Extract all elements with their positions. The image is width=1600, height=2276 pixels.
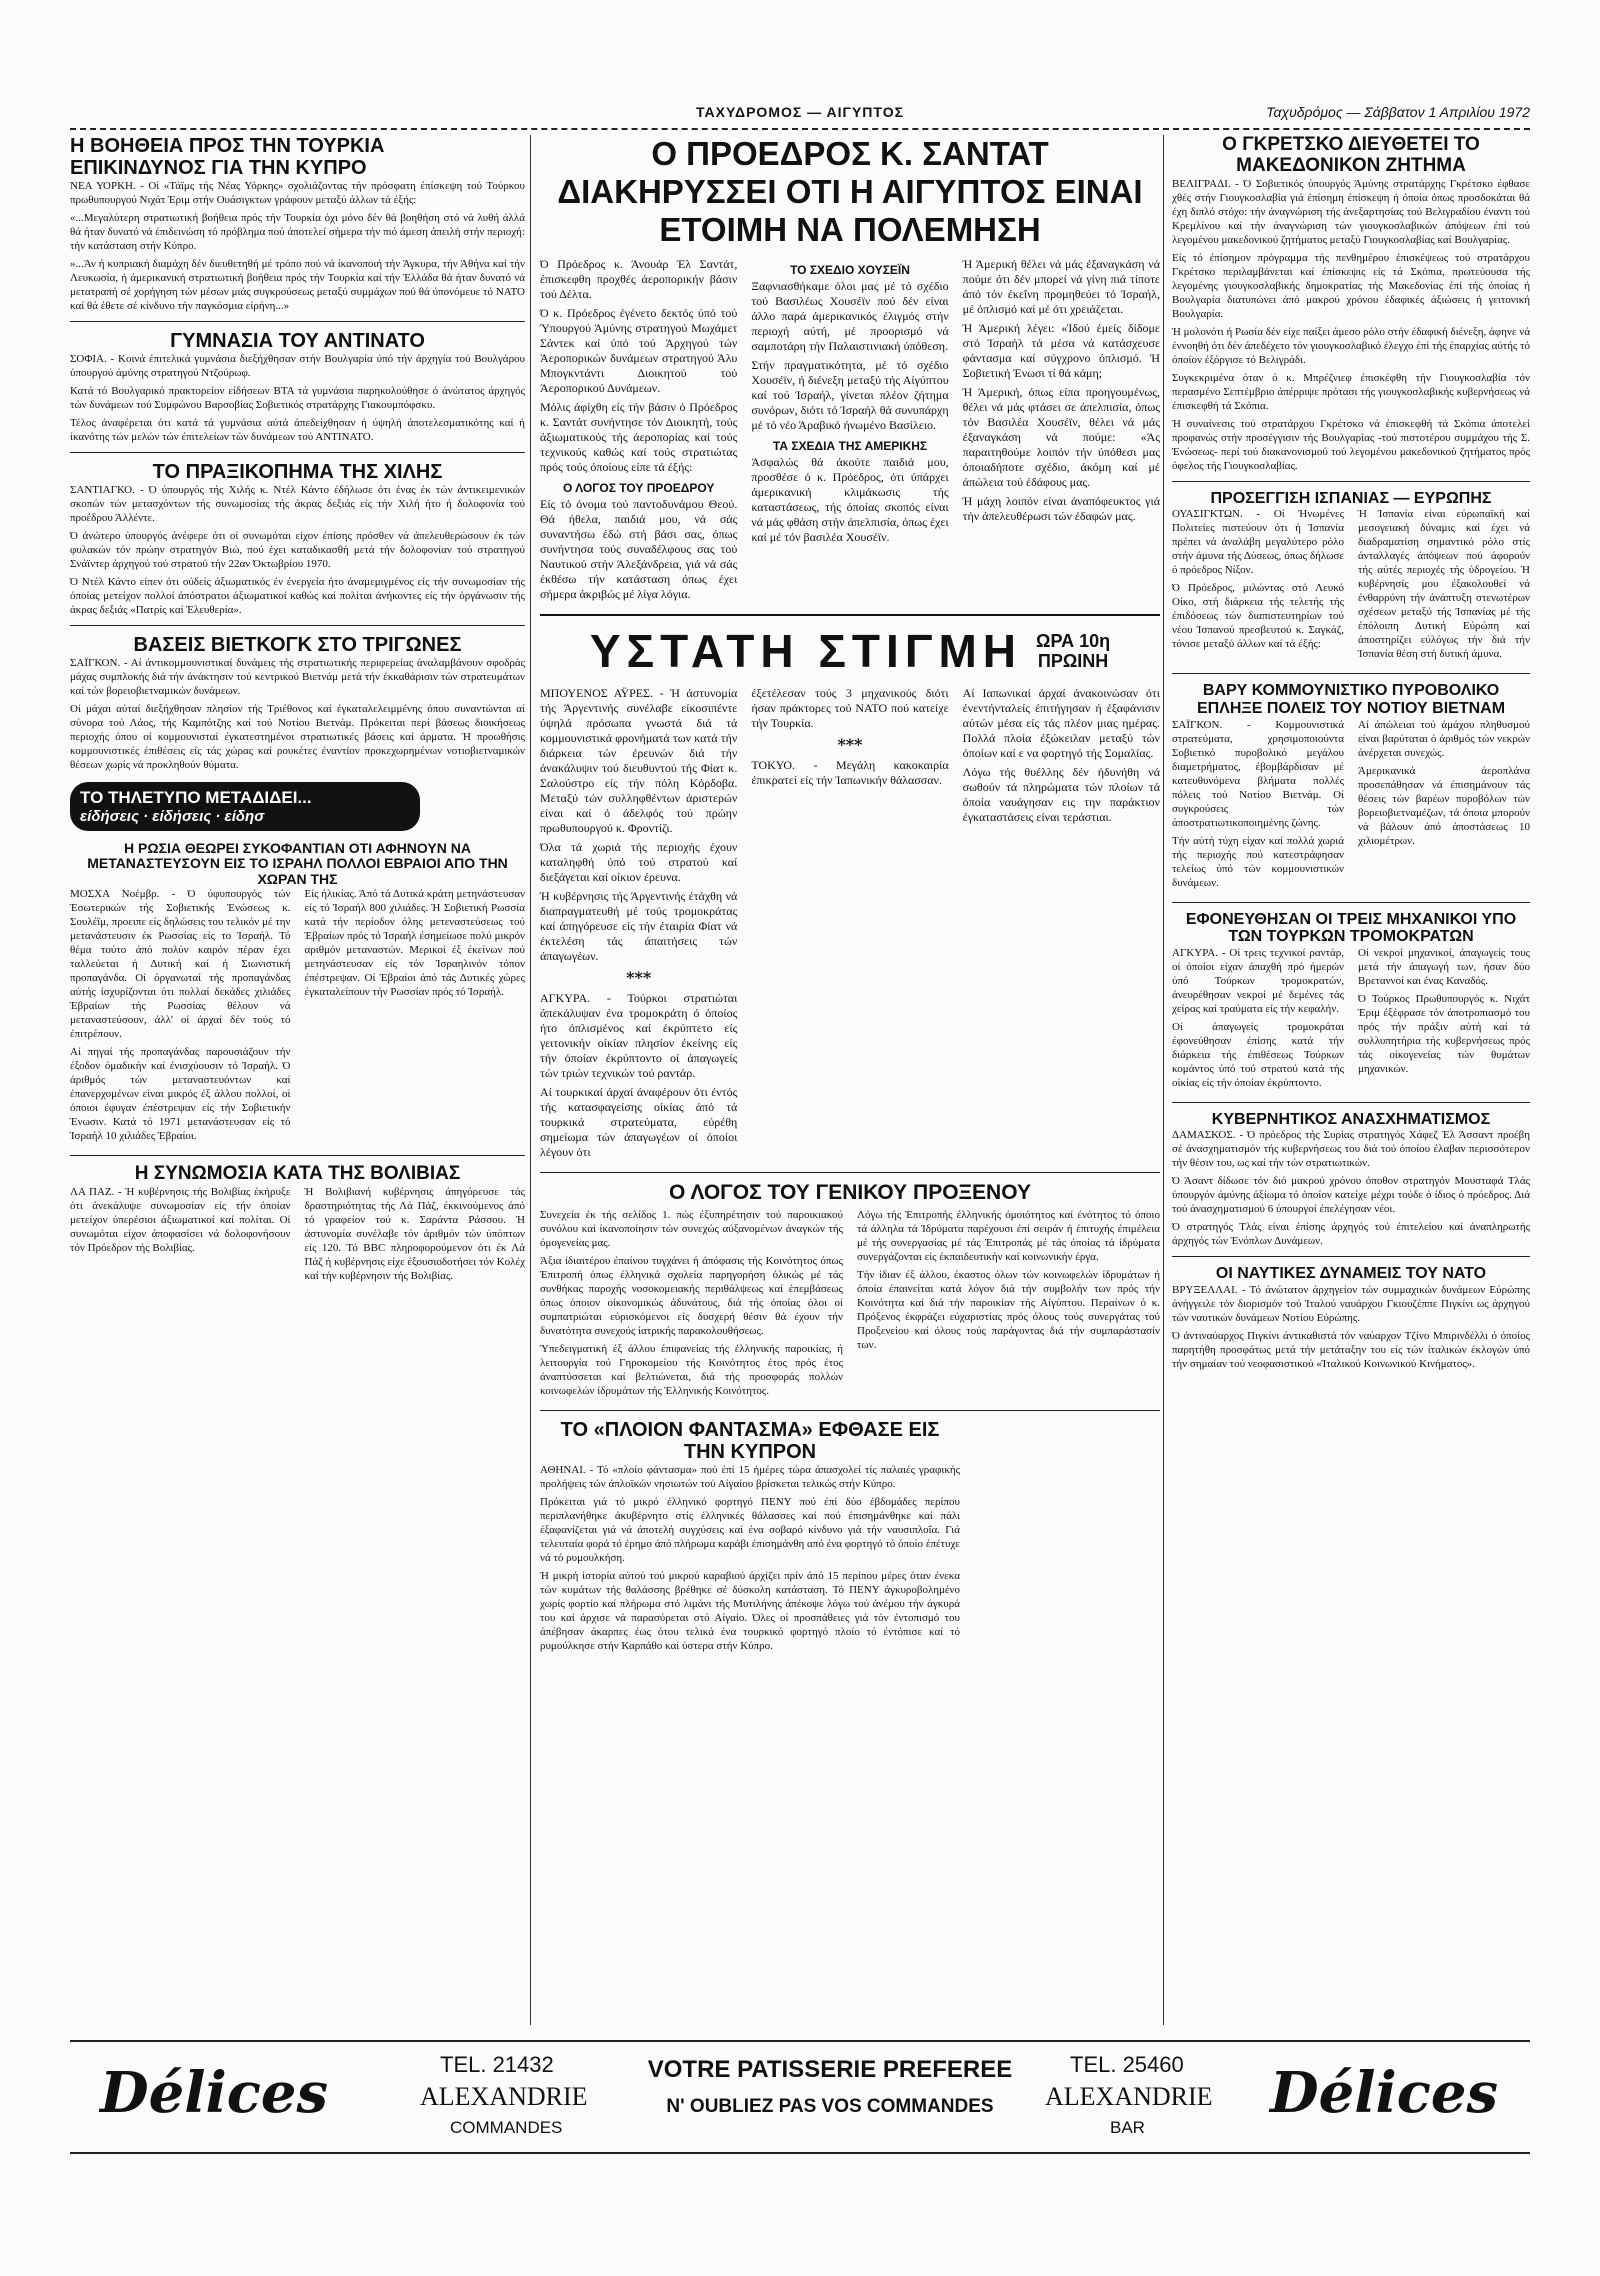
article-consul-speech	[540, 1181, 1160, 1402]
paragraph: Στήν πραγματικότητα, μέ τό σχέδιο Χουσέϊν, ή διένεξη μεταξύ τής Αίγύπτου καί τού Ίσραήλ, γίνεται πλέον ζήτημα συνόρων, διότι τό Ίσραήλ θά συνυπάρχη μέ τό νέο Άραβικό ήνωμένο Βασίλειο.	[751, 357, 949, 432]
column-left	[70, 135, 525, 1287]
separator-stars: ***	[837, 734, 863, 754]
column-right	[1172, 135, 1530, 1375]
late-news-time	[1036, 631, 1110, 671]
paragraph: Λόγω τής Έπιτροπής έλληνικής όμοιότητος καί ένότητος τό όποιο τά άλληλα τά Ίδρύματα παρέχουσι έπί σειράν ή έπιτυχής έπιμέλεια μέ τής συνεργασίας μέ τάς Έπιτροπάς μέ τάς όποίας τά ίδρύματα συνεργάζονται είς έκπαιδευτικήν καί κοινωνικήν έργα.	[857, 1208, 1160, 1263]
paragraph: ΜΟΣΧΑ Νοέμβρ. - Ό ύφυπουργός τών Έσωτερικών τής Σοβιετικής Ένώσεως κ. Σουλέϊμ, προειπε είς δηλώσεις του τελικόν μέ την μετανάστευσιν έκ Ρωσσίας είς το Ίσραήλ. Τό θέμα τούτο άπό πολύν καιρόν πέραν έχει ταλλεύεται ή Δυτική καί ή Σιωνιστική προπαγάνδα. Οί όργανωταί τής προπαγάνδας αύτής ίσχυρίζονται ότι πολλαί δεκάδες χιλιάδες Έβραίων τής Ρωσσίας θέλουν νά μεταναστεύσουν, άλλ' οί άρχαί δέν τούς τό έπιτρέπουν.	[70, 888, 291, 1041]
paragraph: Ό κ. Πρόεδρος έγένετο δεκτός ύπό τού Ύπουργού Άμύνης στρατηγού Μωχάμετ Σάντεκ καί ύπό τού Άρχηγού τών Άεροπορικών δυνάμεων στρατηγού Άλυ Μπογκντάντι Διοικητού τού Άεροπορικού Δυνάμεων.	[540, 305, 738, 395]
paragraph: ΣΑΪΓΚΟΝ. - Αί άντικομμουνιστικαί δυνάμεις τής στρατιωτικής περιφερείας άναλαμβάνουν σφοδράς μάχας συμπλοκής διά τήν άνάκτησιν τού κεντρικού Βιετνάμ μετά τήν έκκαθάρισιν τών στρατευμάτων καί τών βορειοβιετναμικών δυνάμεων.	[70, 657, 525, 697]
paragraph: Μόλις άφίχθη είς τήν βάσιν ό Πρόεδρος κ. Σαντάτ συνήντησε τόν Διοικητή, τούς άξιωματικούς τής άεροπορίας καί τούς τεχνικούς καθώς καί τούς στρατιώτας πρός τούς όποίους είπε τά έξής:	[540, 399, 738, 474]
divider	[70, 625, 525, 626]
lead-headline: Ο ΠΡΟΕΔΡΟΣ Κ. ΣΑΝΤΑΤ ΔΙΑΚΗΡΥΣΣΕΙ ΟΤΙ Η ΑΙΓΥΠΤΟΣ ΕΙΝΑΙ ΕΤΟΙΜΗ ΝΑ ΠΟΛΕΜΗΣΗ	[557, 135, 1143, 248]
article-late-news	[540, 686, 1160, 1164]
paragraph: ΜΠΟΥΕΝΟΣ ΑΫΡΕΣ. - Ή άστυνομία τής Άργεντινής συνέλαβε είκοσιπέντε ύψηλά πρόσωπα γνωστά διά τά κομμουνιστικά φρονήματά των κατά τήν διάρκεια τών έρευνών διά τήν άνακάλυψιν τού διευθυντού τής Φίατ κ. Σαλούστρο είς τήν πόλη Κόρδοβα. Μεταξύ τών συλληφθέντων άριστερών είναι καί ό άδελφός τού πρώην πρωθυπουργού κ. Φροντίζι.	[540, 685, 738, 835]
paragraph: Οί άπαγωγείς τρομοκράται έφονεύθησαν έπίσης κατά τήν διάρκεια τής έπιθέσεως Τούρκων κομάντος ύπό τού στρατού κατά τής οίκίας είς τήν όποίαν έκρύπτοντο.	[1172, 1020, 1344, 1089]
article-sadat-ready	[540, 135, 1160, 606]
paragraph: ΝΕΑ ΥΟΡΚΗ. - Οί «Τάϊμς τής Νέας Υόρκης» σχολιάζοντας τήν πρόσφατη έπίσκεψη τού Τούρκου πρωθυπουργού Νιχάτ Έριμ στήν Ουάσιγκτων γράφουν μεταξύ άλλων τά έξής:	[70, 180, 525, 206]
teletype-title: ΤΟ ΤΗΛΕΤΥΠΟ ΜΕΤΑΔΙΔΕΙ...	[80, 788, 312, 807]
paragraph: Ή Άμερική λέγει: «Ίδού έμείς δίδομε στό Ίσραήλ τά μέσα νά κατάσχευσε φάντασμα καί σύγχρονο όπλισμό. Ή Σοβιετική Ένωσι τί θά κάμη;	[962, 320, 1160, 380]
paragraph: Ύπεδειγματική έξ άλλου έπιφανείας τής έλληνικής παροικίας, ή λειτουργία τού Γηροκομείου τής Κοινότητος έτος πρός έτος άναπτύσσεται καί βελτιώνεται, διά τής προσφοράς πολλών κοινωφελών ίδρυμάτων τής Έλληνικής Κοινότητος.	[540, 1342, 843, 1397]
late-news-period: ΠΡΩΙΝΗ	[1037, 650, 1109, 671]
paragraph: Ή μολονότι ή Ρωσία δέν είχε παίξει άμεσο ρόλο στήν έδαφική διένεξη, άφηνε νά έννοηθή ότι δέν άπεδέχετο τόν γιουγκοσλαβικό έλεγχο έπί τής έπαρχίας αύτής τό όποίον έξόργισε τό Βελιγράδι.	[1172, 325, 1530, 366]
paragraph: «...Μεγαλύτερη στρατιωτική βοήθεια πρός τήν Τουρκία όχι μόνο δέν θά βοηθήση στό νά λυθή άλλά θά ήταν δυνατό νά έπιδεινώση τό πρόβλημα πού άποτελεί σήμερα τήν πιό άμεση άπειλή στήν περιοχή: τήν κατάσταση στήν Κύπρο.	[70, 212, 525, 252]
paragraph: ΑΓΚΥΡΑ. - Οί τρεις τεχνικοί ραντάρ, οί όποίοι είχαν άπαχθή πρό ήμερών ύπό Τούρκων τρομοκρατών, άνευρέθησαν νεκροί μέ δεμένες τάς χείρας καί τραύματα είς τήν κεφαλήν.	[1172, 946, 1344, 1015]
paragraph: Τήν αύτή τύχη είχαν καί πολλά χωριά τής περιοχής πού κατεστράφησαν τελείως ύπό τών κομμουνιστικών δυνάμεων.	[1172, 834, 1344, 889]
divider	[1172, 1102, 1530, 1103]
teletype-banner	[70, 782, 420, 831]
paragraph: Συγκεκριμένα όταν ό κ. Μπρέζνιεφ έπισκέφθη τήν Γιουγκοσλαβία τόν περασμένο Σεπτέμβριο άπέρριψε πρότασι τής γιουγκοσλαβικής κυβερνήσεως νά έπισκεφθή τά Σκόπια.	[1172, 371, 1530, 412]
paragraph: Είς ήλικίας. Άπό τά Δυτικά κράτη μετηνάστευσαν είς τό Ίσραήλ 800 χιλιάδες. Ή Σοβιετική Ρωσσία κατά τήν περίοδον όλης μετεναστεύσεως τού Έβραίων πρός τό Ίσραήλ έσημείωσε πολύ μικρόν αριθμόν μεταναστών. Μερικοί έξ έκείνων πού μετηνάστευσαν είς τόν Ίσραηλινόν τόπον έπέστρεψαν. Οί Έβραίοι άπό τάς Δυτικές χώρες έγκαταλείπουν τήν Ρωσσίαν πρός τό Ίσραήλ.	[304, 888, 525, 999]
column-center	[540, 135, 1160, 1657]
page-header	[70, 100, 1530, 130]
phone-right: TEL. 25460	[1070, 2052, 1184, 2077]
paragraph: Ή μάχη λοιπόν είναι άναπόφευκτος γιά τήν άπελευθέρωσι τών έδαφών μας.	[962, 493, 1160, 523]
late-news-hour: ΩΡΑ 10η	[1036, 630, 1111, 651]
orders-label: COMMANDES	[450, 2118, 563, 2137]
article-bolivia-conspiracy	[70, 1164, 525, 1287]
paragraph: Ξαφνιασθήκαμε όλοι μας μέ τό σχέδιο τού Βασιλέως Χουσέϊν πού δέν είναι άλλο παρά άμερικανικός έλιγμός στήν περιοχή αύτή, μέ προορισμό νά σαμποτάρη τήν Παλαιστινιακή ύπόθεση.	[751, 278, 949, 353]
paragraph: Ή συναίνεσις τού στρατάρχου Γκρέτσκο νά έπισκεφθή τά Σκόπια άποτελεί προφανώς στήν προσέγγισιν τής Βουλγαρίας -τού πιστοτέρου συμμάχου τής Σ. Ένώσεως- περί τού διακανονισμού τού λεγομένου μακεδονικού ζητήματος πρός όφελος τής Γιουγκοσλαβίας.	[1172, 417, 1530, 472]
paragraph: Αί Ιαπωνικαί άρχαί άνακοινώσαν ότι ένεντήνταλείς έπιτήγησαν ή έξαφάνισιν αύτών μέσα είς τάς πλέον μιας ημέρας. Πολλά πλοία έξώκειλαν μεταξύ τών όποίων καί ε να φορτηγό τής Σομαλίας.	[962, 685, 1160, 760]
paragraph: Κατά τό Βουλγαρικό πρακτορείον είδήσεων ΒΤΑ τά γυμνάσια παρηκολούθησε ό άνώτατος άρχηγός τών δυνάμεων τού Συμφώνου Βαρσοβίας Σοβιετικός στρατάρχης Γιακουμπόφσκυ.	[70, 385, 525, 411]
paragraph: Ή Ίσπανία είναι εύρωπαϊκή καί μεσογειακή δύναμις καί έχει νά διαδραματίση σημαντικό ρόλο στίς άνταλλαγές άπόψεων πού άφορούν τής αύτές περιοχές τής ύδρογείου. Ή κυβέρνησίς μου έξακολουθεί νά ένθαρρύνη τήν άνάπτυξη στενωτέρων σχέσεων μεταξύ τής Ίσπανίας μέ τής έπόλοιπη Δυτική Εύρώπη καί άποστηρίζει εύλόγως τήν διά τήν Ίσπανία θέση στή δυτική άμυνα.	[1358, 508, 1530, 661]
divider	[70, 452, 525, 453]
divider	[1172, 673, 1530, 674]
city-right: ALEXANDRIE	[1045, 2082, 1213, 2111]
paragraph: Ή μικρή ίστορία αύτού τού μικρού καραβιού άρχίζει πρίν άπό 15 περίπου μέρες όταν ένεκα τών κυμάτων τής θαλάσσης βρέθηκε σέ δύσκολη κατάσταση. Τό ΠΕΝΥ άγκυροβολημένο χωρίς φορτίο καί πλήρωμα στό λιμάνι τής Μυτιλήνης άπέκοψε λόγω τού άνέμου τήν άγκυρά του καί άρχισε νά παρασύρεται στό Αίγαίο. Όλες οί προσπάθειες γιά τόν έντοπισμό του άπέβησαν άκαρπες έως ότου τελικά ένα τουρκικό φορτηγό πλοίο τό έντόπισε καί τό ρυμούλκησε στήν Καρπάθο καί ύστερα στήν Κύπρο.	[540, 1569, 960, 1652]
paragraph: Συνεχεία έκ τής σελίδος 1. πώς έξυπηρέτησιν τού παροικιακού συνόλου καί ίκανοποίησιν τών συνεχώς αύξανομένων άναγκών τής όμογενείας μας.	[540, 1208, 843, 1249]
paragraph: ΤΟΚΥΟ. - Μεγάλη κακοκαιρία έπικρατεί είς τήν Ίαπωνικήν θάλασσαν.	[751, 757, 949, 787]
headline: ΚΥΒΕΡΝΗΤΙΚΟΣ ΑΝΑΣΧΗΜΑΤΙΣΜΟΣ	[1211, 1110, 1491, 1128]
headline: ΠΡΟΣΕΓΓΙΣΗ ΙΣΠΑΝΙΑΣ — ΕΥΡΩΠΗΣ	[1210, 489, 1492, 507]
late-news-title: ΥΣΤΑΤΗ ΣΤΙΓΜΗ	[589, 624, 1023, 677]
paragraph: Άξια ίδιαιτέρου έπαίνου τυγχάνει ή άπόφασις τής Κοινότητος όπως Έπιτροπή όπως έλληνικά σχολεία παρηγορήση όλικώς μέ τάς συνθήκας παροχής νοσοκομειακής περιθάλψεως καί έπεμβάσεως όπως όποιον οίκονομικώς άδυνάτους, διά τής όποίας όλοι οί συμπατριώται εύρισκόμενοι είς δυσχερή θέσιν θά έχουν τήν δυνατότητα συνεχούς ίατρικής παρακολουθήσεως.	[540, 1254, 843, 1337]
column-rule	[1163, 135, 1164, 2025]
bar-label: BAR	[1110, 2118, 1145, 2137]
paragraph: ΑΓΚΥΡΑ. - Τούρκοι στρατιώται άπεκάλυψαν ένα τρομοκράτη ό όποίος ήτο όπλισμένος καί έκρύπτετο είς γειτονικήν οίκίαν πλησίον έκείνης είς τήν όποίαν έκρύπτοντο οί άπαγωγείς τών τριών τεχνικών τού ραντάρ.	[540, 990, 738, 1080]
article-syria-reshuffle	[1172, 1111, 1530, 1249]
paragraph: Ή κυβέρνησις τής Άργεντινής έτάχθη νά διαπραγματευθή μέ τούς τρομοκράτας καί άπηγόρευσε είς τήν έταιρία Φίατ νά έκτελέση τάς άπαιτήσεις τών άπαγωγέων.	[540, 888, 738, 963]
delices-logo-right: Délices	[1270, 2060, 1498, 2126]
article-vietnam-artillery	[1172, 682, 1530, 893]
paragraph: Ή Βολιβιανή κυβέρνησις άπηγόρευσε τάς δραστηριότητας τής Λά Πάζ, έκκινούμενος άπό τό γραφείον τού κ. Σαράντα Ράσσου. Ή άστυνομία συνέλαβε τόν άριθμόν τών ύπόπτων είς 120. Τό BBC πληροφορούμενον ότι έκ Λά Πάζ ή κυβέρνησις είχε έξουσιοδοτήσει τόν Κολέχ καί τήν κυβέρνησιν τής Βολιβίας.	[304, 1186, 525, 1283]
paragraph: ΒΡΥΞΕΛΛΑΙ. - Τό άνώτατον άρχηγείον τών συμμαχικών δυνάμεων Εύρώπης άνήγγειλε τόν διορισμόν τού Ίταλού ναυάρχου Γκιουζέππε Πιγκίνι ως άρχηγού τών ναυτικών δυνάμεων Νοτίου Εύρώπης.	[1172, 1283, 1530, 1324]
paragraph: Αί τουρκικαί άρχαί άναφέρουν ότι έντός τής κατασφαγείσης οίκίας άπό τά τουρκικά στρατεύματα, εύρέθη σημείωμα τών άπαγωγέων οί όποίοι λέγουν ότι	[540, 1084, 738, 1159]
ad-slogan: VOTRE PATISSERIE PREFEREE	[647, 2056, 1013, 2083]
headline: Ο ΛΟΓΟΣ ΤΟΥ ΓΕΝΙΚΟΥ ΠΡΟΞΕΝΟΥ	[669, 1180, 1031, 1204]
headline: ΤΟ «ΠΛΟΙΟΝ ΦΑΝΤΑΣΜΑ» ΕΦΘΑΣΕ ΕΙΣ ΤΗΝ ΚΥΠΡΟΝ	[560, 1418, 940, 1463]
headline: Η ΣΥΝΩΜΟΣΙΑ ΚΑΤΑ ΤΗΣ ΒΟΛΙΒΙΑΣ	[134, 1163, 461, 1185]
paragraph: Τέλος άναφέρεται ότι κατά τά γυμνάσια αύτά άπεδείχθησαν ή ύψηλή άποτελεσματικότης καί ή ίκανότης τών μελών τών έπιτελείων τών δυνάμεων τού ΑΝΤΙΝΑΤΟ.	[70, 417, 525, 443]
divider	[540, 1172, 1160, 1173]
teletype-subtitle: είδήσεις · είδήσεις · είδησ	[80, 808, 265, 825]
article-ghost-ship	[540, 1419, 960, 1653]
divider	[1172, 902, 1530, 903]
paragraph: Ό άντιναύαρχος Πιγκίνι άντικαθιστά τόν ναύαρχον Τζίνο Μπιρινδέλλι ό όποίος παρητήθη προσφάτως μετά τήν μετάταξην του είς τών ίταλικών έκλογών ύπό τήν σημαίαν τού νεοφασιστικού «Ίταλικού Κοινωνικού Κινήματος».	[1172, 1329, 1530, 1370]
headline: ΟΙ ΝΑΥΤΙΚΕΣ ΔΥΝΑΜΕΙΣ ΤΟΥ ΝΑΤΟ	[1215, 1265, 1487, 1283]
paragraph: Τήν ίδιαν έξ άλλου, έκαστος όλων τών κοινωφελών ίδρυμάτων ή όποία έπαινείται κατά λόγον διά τήν συμβολήν των πρός τήν Κοινότητα καί διά τήν παροικίαν τής Αίγύπτου. Περαίνων ό κ. Πρόξενος έκφράζει εύχαριστίας πρός όλους τούς συνεργάτας τού Προξενείου καί όλους τούς παράγοντας διά τήν συμπαράστασίν των.	[857, 1268, 1160, 1351]
paragraph: Ό Πρόεδρος κ. Άνουάρ Έλ Σαντάτ, έπισκεφθη προχθές άεροπορικήν βάσιν τού Δέλτα.	[540, 256, 738, 301]
separator-stars: ***	[626, 967, 652, 987]
divider	[70, 1155, 525, 1156]
headline: Η ΒΟΗΘΕΙΑ ΠΡΟΣ ΤΗΝ ΤΟΥΡΚΙΑ ΕΠΙΚΙΝΔΥΝΟΣ ΓΙΑ ΤΗΝ ΚΥΠΡΟ	[70, 135, 385, 179]
paragraph: Όλα τά χωριά τής περιοχής έχουν καταληφθή ύπό τού στρατού καί διεξάγεται καί οίκιον έρευνα.	[540, 839, 738, 884]
article-spain-europe	[1172, 490, 1530, 666]
paragraph: Ή Άμερική θέλει νά μάς έξαναγκάση νά πούμε ότι δέν μπορεί νά γίνη πιά τίποτε άπό τόν έκεΐνη προμηθεύει τό Ίσραήλ, μέ όπλισμό καί μέ ότι χρειάζεται.	[962, 256, 1160, 316]
late-news-banner	[540, 624, 1160, 678]
column-rule	[530, 135, 531, 2025]
paragraph: Ή Άμερική, όπως είπα προηγουμένως, θέλει νά μάς φτάσει σε άπελπισία, όπως τόν Βασιλέα Χουσέϊν, θέλει νά μάς έξαναγκάση νά πούμε: «Άς παραιτηθούμε λοιπόν τήν ύπόθεσι μας όποιαδήποτε σχέδιο, άκόμη καί μέ άπώλεια τού έδάφους μας.	[962, 384, 1160, 489]
headline: ΓΥΜΝΑΣΙΑ ΤΟΥ ΑΝΤΙΝΑΤΟ	[170, 330, 425, 352]
subheading: Ο ΛΟΓΟΣ ΤΟΥ ΠΡΟΕΔΡΟΥ	[562, 480, 715, 495]
masthead-running-title: ΤΑΧΥΔΡΟΜΟΣ — ΑΙΓΥΠΤΟΣ	[696, 104, 904, 120]
subheading: ΤΑ ΣΧΕΔΙΑ ΤΗΣ ΑΜΕΡΙΚΗΣ	[772, 438, 928, 453]
issue-date: Ταχυδρόμος — Σάββατον 1 Απριλίου 1972	[1266, 104, 1530, 120]
article-engineers-killed	[1172, 911, 1530, 1094]
article-antinato-exercises	[70, 330, 525, 444]
headline: Ο ΓΚΡΕΤΣΚΟ ΔΙΕΥΘΕΤΕΙ ΤΟ ΜΑΚΕΔΟΝΙΚΟΝ ΖΗΤΗΜΑ	[1222, 134, 1480, 176]
divider	[1172, 481, 1530, 482]
paragraph: Ό Ντέλ Κάντο είπεν ότι ούδείς άξιωματικός έν ένεργεία ήτο άναμεμιγμένος είς τήν συνωμοσίαν τής όποίας μετείχον πολλοί άπόστρατοι άξιωματικοί καθώς καί πολίται άνήκοντες είς τήν όργάνωσιν τής άκρας δεξιάς «Πατρίς καί Έλευθερία».	[70, 576, 525, 616]
divider	[70, 321, 525, 322]
paragraph: Ό άνώτερο ύπουργός άνέφερε ότι οί συνωμόται είχον έπίσης πρόσθεν νά άπελευθερώσουν έκ τών φυλακών τόν πρώην στρατηγόν Βιώ, πού έχει καταδικασθή μετά τήν δολοφονίαν τού στρατηγού Σνάϊντερ άρχηγού τού στρατού τήν 22αν Όκτωβρίου 1970.	[70, 530, 525, 570]
delices-logo-left: Délices	[100, 2060, 328, 2126]
subheading: ΤΟ ΣΧΕΔΙΟ ΧΟΥΣΕΪΝ	[790, 262, 910, 277]
city-left: ALEXANDRIE	[420, 2082, 588, 2111]
headline: ΒΑΡΥ ΚΟΜΜΟΥΝΙΣΤΙΚΟ ΠΥΡΟΒΟΛΙΚΟ ΕΠΛΗΞΕ ΠΟΛΕΙΣ ΤΟΥ ΝΟΤΙΟΥ ΒΙΕΤΝΑΜ	[1196, 682, 1506, 717]
article-vietcong-bases	[70, 634, 525, 772]
paragraph: ΛΑ ΠΑΖ. - Ή κυβέρνησις τής Βολιβίας έκήρυξε ότι άνεκάλυψε συνωμοσίαν είς τήν όποίαν μετείχον ύπερέσιοι άξιωματικοί καί πολίται. Οί συνωμόται είχον άποφασίσει νά δολοφονήσουν τόν Πρόεδρον τής Βολιβίας.	[70, 1186, 291, 1255]
article-turkey-aid	[70, 135, 525, 313]
paragraph: Αί άπώλειαι τού άμάχου πληθυσμού είναι βαρύταται ό άριθμός τών νεκρών άνέρχεται συνεχώς.	[1358, 718, 1530, 759]
paragraph: ΣΑΪΓΚΟΝ. - Κομμουνιστικά στρατεύματα, χρησιμοποιούντα Σοβιετικό πυροβολικό μεγάλου διαμετρήματος, έβομβάρδισαν μέ κατευθυνόμενα βλήματα πολλές πόλεις τού Νοτίου Βιετνάμ. Οί συγκρούσεις τών άποστρατιωτικοποιημένης ζώνης.	[1172, 718, 1344, 829]
divider	[540, 614, 1160, 616]
paragraph: Οί νεκροί μηχανικοί, άπαγωγείς τους μετά τήν άπαγωγή των, ήσαν δύο Βρεταννοί και ένας Καναδός.	[1358, 946, 1530, 987]
paragraph: Άσφαλώς θά άκούτε παιδιά μου, προσθέσε ό κ. Πρόεδρος, ότι ύπάρχει άμερικανική κλιμάκωσις τής καταστάσεως, τής όποίας σκοπός είναι νά μάς φθάση στήν άπελπισία, όπως έχει καί μέ τόν βασιλέα Χουσέϊν.	[751, 454, 949, 544]
paragraph: Ό Τούρκος Πρωθυπουργός κ. Νιχάτ Έριμ έξέφρασε τόν άποτροπιασμό του πρός τήν πράξιν αύτή καί τά συλλυπητήρια τής κυβερνήσεως πρός τάς οίκογενείας τών θυμάτων μηχανικών.	[1358, 992, 1530, 1075]
paragraph: Είς τό έπίσημον πρόγραμμα τής πενθημέρου έπισκέψεως τού στρατάρχου Γκρέτσκο περιλαμβάνεται καί έπίσκεψις είς τά Σκόπια, πρωτεύουσα τής λεγομένης γιουγκοσλαβικής δημοκρατίας τής Μακεδονίας έπί τής όποίας ή Βουλγαρία διατυπώνει άπό μακρού χρόνου έδαφικές άξιώσεις ή γειτονική Βουλγαρία.	[1172, 251, 1530, 320]
article-russia-emigration	[70, 841, 525, 1147]
paragraph: ΟΥΑΣΙΓΚΤΩΝ. - Οί Ήνωμένες Πολιτείες πιστεύουν ότι ή Ίσπανία πρέπει νά άναλάβη μεγαλύτερο ρόλο στήν άμυνα τής Δύσεως, όπως δήλωσε ό πρόεδρος Νίξον.	[1172, 508, 1344, 577]
paragraph: ΣΟΦΙΑ. - Κοινά έπιτελικά γυμνάσια διεξήχθησαν στήν Βουλγαρία ύπό τήν άρχηγία τού Βουλγάρου ύπουργού άμύνης στρατηγού Ντζούρωφ.	[70, 353, 525, 379]
article-chile-coup	[70, 461, 525, 617]
paragraph: Ό Πρόεδρος, μιλώντας στό Λευκό Οίκο, στή διάρκεια τής τελετής τής έπιδόσεως τών διαπιστευτηρίων τού νέου Ίσπανού πρεσβευτού κ. Σαγκάζ, τόνισε μεταξύ άλλων καί τά έξής:	[1172, 582, 1344, 651]
paragraph: Οί μάχαι αύταί διεξήχθησαν πλησίον τής Τριέθονος καί έγκαταλελειμμένης όπου συναντώνται αί σύνορα τού Λάος, τής Καμπότζης καί τού Νοτίου Βιετνάμ. Πρόκειται περί βάσεως διοικήσεως περιοχής όπου οί κομμουνισταί έγκατεστημένοι στρατιωτικές βάσεις καί άρματα. Ή προωθήσις κομμουνιστικές έπιθέσεις είς τάς χώρας καί ρουκέτες έναντίον προκεχωρημένων νοτιοβιετναμικών θέσεων χωρίς νά προκληθούν θύματα.	[70, 703, 525, 771]
paragraph: ΒΕΛΙΓΡΑΔΙ. - Ό Σοβιετικός ύπουργός Άμύνης στρατάρχης Γκρέτσκο έφθασε χθές στήν Γιουγκοσλαβία γιά έπίσημη έπίσκεψη ή όποία όπως προσδοκάται θά έχη διπλό στόχο: τήν άναγνώριση τής άνεξαρτησίας τού Βελιγραδίου έναντι τού Κρεμλίνου καί τήν άναγνώριση τών γιουγκοσλαβικών άπόψεων έπί τού λεγομένου μακεδονικού ζητήματος μεταξύ Γιουγκοσλαβίας καί Βουλγαρίας.	[1172, 177, 1530, 246]
ad-reminder: N' OUBLIEZ PAS VOS COMMANDES	[666, 2096, 994, 2117]
paragraph: Αί πηγαί τής προπαγάνδας παρουσιάζουν τήν έξοδον όμαδικήν καί ένισχύουσιν τό Ίσραήλ. Ό άριθμός τών μεταναστευόντων καί έπανερχομένων είναι μικρός έξ άλλου πολλοί, οί όποιοι έφυγαν έπέστρεψαν είς τήν Σοβιετικήν Ένωσιν. Κατά τό 1971 μετανάστευσαν είς τό Ίσραήλ 10 χιλιάδες Έβραίοι.	[70, 1046, 291, 1143]
paragraph: έξετέλεσαν τούς 3 μηχανικούς διότι ήσαν πράκτορες τού ΝΑΤΟ πού κατείχε τήν Τουρκία.	[751, 685, 949, 730]
paragraph: Άμερικανικά άεροπλάνα προσεπάθησαν νά έπισημάνουν τάς θέσεις τών βαρέων πυροβόλων τών βορειοβιετναμέζων, τά όποια μπορούν νά βάλουν άπό άποστάσεως 10 χιλιομέτρων.	[1358, 764, 1530, 847]
paragraph: Ό Άσαντ δίδωσε τόν διό μακρού χρόνου όποθον στρατηγόν Μουσταφά Τλάς ύπουργόν άμύνης άξίωμα τό όποίον κατείχε μέχρι τούδε ό ίδιος ό πρόεδρος. Διά τού άνασχηματισμού 6 ύπουργοί έπελέγησαν νέοι.	[1172, 1175, 1530, 1216]
paragraph: Είς τό όνομα τού παντοδυνάμου Θεού. Θά ήθελα, παιδιά μου, νά σάς συναντήσω έδώ στή βάσι σας, όπως συνήντησα τούς συναδέλφους σας τού Ναυτικού στήν Άλεξάνδρεια, γιά νά σάς έκθέσω τήν κατάσταση όπως έχει σήμερα άκριβώς μέ λίγα λόγια.	[540, 496, 738, 601]
headline: ΒΑΣΕΙΣ ΒΙΕΤΚΟΓΚ ΣΤΟ ΤΡΙΓΩΝΕΣ	[133, 634, 462, 656]
advertisement-delices	[70, 2040, 1530, 2154]
article-grechko-macedonia	[1172, 135, 1530, 473]
divider	[540, 1410, 1160, 1411]
headline: Η ΡΩΣΙΑ ΘΕΩΡΕΙ ΣΥΚΟΦΑΝΤΙΑΝ ΟΤΙ ΑΦΗΝΟΥΝ ΝΑ ΜΕΤΑΝΑΣΤΕΥΣΟΥΝ ΕΙΣ ΤΟ ΙΣΡΑΗΛ ΠΟΛΛΟΙ ΕΒΡΑΙΟΙ ΑΠΟ ΤΗΝ ΧΩΡΑΝ ΤΗΣ	[87, 840, 508, 887]
paragraph: Ό στρατηγός Τλάς είναι έπίσης άρχηγός τού έπιτελείου καί άναπληρωτής άρχηγός τών Ένόπλων Δυνάμεων.	[1172, 1221, 1530, 1248]
paragraph: Λόγω τής θυέλλης δέν ήδυνήθη νά σωθούν τά πληρώματα τών πλοίων τά όποία ναυάγησαν εις την παράκτιον έγκαταστάσεις είναι τεράστιαι.	[962, 764, 1160, 824]
phone-left: TEL. 21432	[440, 2052, 554, 2077]
paragraph: Πρόκειται γιά τό μικρό έλληνικό φορτηγό ΠΕΝΥ πού έπί δύο έβδομάδες περίπου περιπλανήθηκε άκυβέρνητο στίς έλληνικές θάλασσες καί πού έπισημάνθηκε καί πάλι έξαφανίζεται γιά νά άποτελή συγχύσεις καί ένα σοβαρό κίνδυνο γιά τήν ναυσιπλοΐα. Γιά τελευταία φορά τό έρημο άπό πλήρωμα καράβι έπισημάνθη από ένα φορτηγό τό όποίο έπέτυχε νά τό ρυμουλκήση.	[540, 1495, 960, 1564]
headline: ΤΟ ΠΡΑΞΙΚΟΠΗΜΑ ΤΗΣ ΧΙΛΗΣ	[152, 461, 443, 483]
headline: ΕΦΟΝΕΥΘΗΣΑΝ ΟΙ ΤΡΕΙΣ ΜΗΧΑΝΙΚΟΙ ΥΠΟ ΤΩΝ ΤΟΥΡΚΩΝ ΤΡΟΜΟΚΡΑΤΩΝ	[1185, 910, 1517, 946]
paragraph: ΑΘΗΝΑΙ. - Τό «πλοίο φάντασμα» πού έπί 15 ήμέρες τώρα άπασχολεί τίς παλαιές γραφικής προλήψεις τών άπλοϊκών νησιωτών τού Αίγαίου βρίσκεται τελικώς στήν Κύπρο.	[540, 1463, 960, 1490]
divider	[1172, 1256, 1530, 1257]
paragraph: »...Άν ή κυπριακή διαμάχη δέν διευθετηθή μέ τρόπο πού νά ίκανοποιή τήν Άγκυρα, τήν Άθήνα καί τήν Λευκωσία, ή άμερικανική στρατιωτική βοήθεια πρός τήν Τουρκία καί τήν Έλλάδα θά ήταν δυνατό νά μετατραπή σέ χορήγηση τών μέσων μιάς συγκρούσεως μεταξύ συμμάχων πού θά ύπονόμευε τό ΝΑΤΟ καί θά έθετε σέ κίνδυνο τήν παγκόσμια είρήνη...»	[70, 258, 525, 312]
paragraph: ΔΑΜΑΣΚΟΣ. - Ό πρόεδρος τής Συρίας στρατηγός Χάφεζ Έλ Άσσαντ προέβη σέ άνασχηματισμόν τής κυβερνήσεως του διά τού όποίου έλαβαν περισσότερον τήν θέσιν του, ως καί τήν τών στρατιωτικών.	[1172, 1129, 1530, 1170]
paragraph: ΣΑΝΤΙΑΓΚΟ. - Ό ύπουργός τής Χιλής κ. Ντέλ Κάντο έδήλωσε ότι ένας έκ τών άντικειμενικών σκοπών τών μετασχόντων τής συνωμοσίας τής άκρας δεξιάς είς τήν Χιλή ήτο ή δολοφονία τού προέδρου Άλλέντε.	[70, 484, 525, 524]
article-nato-naval	[1172, 1265, 1530, 1371]
